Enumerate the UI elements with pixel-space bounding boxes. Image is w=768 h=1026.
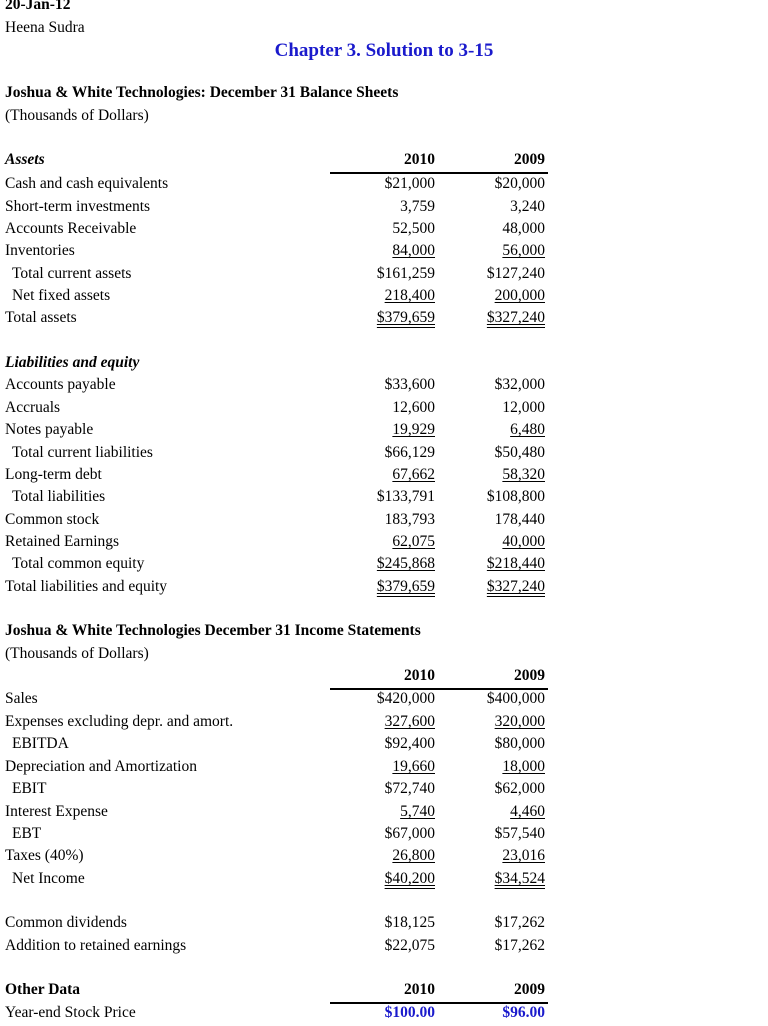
- liabilities-header-row: [0, 354, 768, 376]
- row-label: Cash and cash equivalents: [5, 175, 169, 192]
- table-row: [0, 421, 768, 443]
- row-label: Interest Expense: [5, 803, 108, 820]
- row-label: Addition to retained earnings: [5, 937, 187, 954]
- value-2009: $17,262: [494, 937, 545, 954]
- liabilities-heading: Liabilities and equity: [5, 354, 140, 371]
- value-2009: $96.00: [502, 1004, 545, 1021]
- row-label: Notes payable: [5, 421, 94, 438]
- value-2009: 48,000: [502, 220, 545, 237]
- table-row: [0, 376, 768, 398]
- row-label: Retained Earnings: [5, 533, 120, 550]
- value-2010: 26,800: [392, 847, 435, 864]
- table-row: [0, 914, 768, 936]
- value-2009: 4,460: [510, 803, 545, 820]
- value-2009: 12,000: [502, 399, 545, 416]
- col-2010-header: 2010: [404, 667, 435, 684]
- value-2010: $379,659: [376, 309, 435, 326]
- balance-sheet-title: Joshua & White Technologies: December 31 Balance Sheets: [5, 84, 399, 101]
- value-2010: $379,659: [376, 578, 435, 595]
- income-header-row: [0, 667, 768, 689]
- row-label: Taxes (40%): [5, 847, 84, 864]
- value-2010: 218,400: [384, 287, 435, 304]
- value-2009: 58,320: [502, 466, 545, 483]
- value-2009: 200,000: [494, 287, 545, 304]
- value-2010: $72,740: [384, 780, 435, 797]
- row-label: Net Income: [12, 870, 85, 887]
- row-label: Inventories: [5, 242, 75, 259]
- author-name: Heena Sudra: [5, 19, 85, 36]
- value-2010: $18,125: [384, 914, 435, 931]
- row-label: EBIT: [12, 780, 47, 797]
- row-label: Common stock: [5, 511, 100, 528]
- table-row: [0, 847, 768, 869]
- row-label: Total liabilities and equity: [5, 578, 168, 595]
- table-row: [0, 825, 768, 847]
- value-2009: $57,540: [494, 825, 545, 842]
- value-2010: 62,075: [392, 533, 435, 550]
- table-row: [0, 690, 768, 712]
- assets-heading: Assets: [5, 151, 45, 168]
- value-2009: 40,000: [502, 533, 545, 550]
- row-label: Expenses excluding depr. and amort.: [5, 713, 234, 730]
- value-2010: $67,000: [384, 825, 435, 842]
- col-2009-header: 2009: [514, 981, 545, 998]
- value-2009: $218,440: [486, 555, 545, 572]
- col-2010-header: 2010: [404, 981, 435, 998]
- date-label: 20-Jan-12: [5, 0, 71, 13]
- value-2010: 19,929: [392, 421, 435, 438]
- header-rule: [330, 172, 548, 174]
- table-row: [0, 533, 768, 555]
- value-2009: 3,240: [510, 198, 545, 215]
- value-2010: 5,740: [400, 803, 435, 820]
- balance-sheet-units: (Thousands of Dollars): [5, 107, 149, 124]
- table-row: [0, 488, 768, 510]
- value-2010: 327,600: [384, 713, 435, 730]
- row-label: Accounts payable: [5, 376, 116, 393]
- value-2010: 67,662: [392, 466, 435, 483]
- table-row: [0, 220, 768, 242]
- row-label: Total current assets: [12, 265, 132, 282]
- value-2010: $92,400: [384, 735, 435, 752]
- value-2010: $420,000: [376, 690, 435, 707]
- value-2010: $22,075: [384, 937, 435, 954]
- value-2010: $33,600: [384, 376, 435, 393]
- value-2010: $21,000: [384, 175, 435, 192]
- table-row: [0, 758, 768, 780]
- table-row: [0, 265, 768, 287]
- value-2010: 84,000: [392, 242, 435, 259]
- value-2009: 6,480: [510, 421, 545, 438]
- table-row: [0, 803, 768, 825]
- other-data-heading: Other Data: [5, 981, 81, 998]
- value-2009: $32,000: [494, 376, 545, 393]
- value-2010: $66,129: [384, 444, 435, 461]
- value-2009: $327,240: [486, 309, 545, 326]
- value-2010: $161,259: [376, 265, 435, 282]
- table-row: [0, 937, 768, 959]
- value-2010: $245,868: [376, 555, 435, 572]
- row-label: Sales: [5, 690, 38, 707]
- table-row: [0, 1004, 768, 1026]
- table-row: [0, 242, 768, 264]
- table-row: [0, 399, 768, 421]
- table-row: [0, 309, 768, 331]
- other-data-header-row: [0, 981, 768, 1003]
- row-label: Total assets: [5, 309, 77, 326]
- value-2010: $100.00: [384, 1004, 435, 1021]
- table-row: [0, 713, 768, 735]
- value-2009: 23,016: [502, 847, 545, 864]
- row-label: Short-term investments: [5, 198, 151, 215]
- chapter-title: Chapter 3. Solution to 3-15: [274, 40, 494, 61]
- table-row: [0, 175, 768, 197]
- row-label: Depreciation and Amortization: [5, 758, 197, 775]
- table-row: [0, 735, 768, 757]
- table-row: [0, 555, 768, 577]
- row-label: Total current liabilities: [12, 444, 153, 461]
- value-2009: 320,000: [494, 713, 545, 730]
- table-row: [0, 780, 768, 802]
- income-statement-title: Joshua & White Technologies December 31 Income Statements: [5, 622, 421, 639]
- table-row: [0, 466, 768, 488]
- assets-header-row: [0, 151, 768, 173]
- value-2010: 3,759: [400, 198, 435, 215]
- table-row: [0, 511, 768, 533]
- value-2009: $400,000: [486, 690, 545, 707]
- col-2009-header: 2009: [514, 667, 545, 684]
- value-2009: 56,000: [502, 242, 545, 259]
- row-label: Total common equity: [12, 555, 145, 572]
- value-2010: 52,500: [392, 220, 435, 237]
- col-2010-header: 2010: [404, 151, 435, 168]
- value-2009: $127,240: [486, 265, 545, 282]
- row-label: Common dividends: [5, 914, 127, 931]
- row-label: EBT: [12, 825, 42, 842]
- table-row: [0, 287, 768, 309]
- table-row: [0, 198, 768, 220]
- row-label: EBITDA: [12, 735, 69, 752]
- value-2009: $327,240: [486, 578, 545, 595]
- table-row: [0, 578, 768, 600]
- value-2009: $17,262: [494, 914, 545, 931]
- row-label: Total liabilities: [12, 488, 106, 505]
- value-2009: $20,000: [494, 175, 545, 192]
- value-2009: $108,800: [486, 488, 545, 505]
- value-2009: $34,524: [494, 870, 545, 887]
- value-2009: 18,000: [502, 758, 545, 775]
- row-label: Year-end Stock Price: [5, 1004, 136, 1021]
- row-label: Net fixed assets: [12, 287, 111, 304]
- table-row: [0, 444, 768, 466]
- value-2010: 12,600: [392, 399, 435, 416]
- col-2009-header: 2009: [514, 151, 545, 168]
- value-2009: $80,000: [494, 735, 545, 752]
- value-2009: $50,480: [494, 444, 545, 461]
- table-row: [0, 870, 768, 892]
- value-2010: $40,200: [384, 870, 435, 887]
- value-2010: 183,793: [384, 511, 435, 528]
- value-2009: 178,440: [494, 511, 545, 528]
- value-2010: 19,660: [392, 758, 435, 775]
- income-statement-units: (Thousands of Dollars): [5, 645, 149, 662]
- row-label: Accruals: [5, 399, 61, 416]
- row-label: Long-term debt: [5, 466, 102, 483]
- value-2010: $133,791: [376, 488, 435, 505]
- row-label: Accounts Receivable: [5, 220, 137, 237]
- value-2009: $62,000: [494, 780, 545, 797]
